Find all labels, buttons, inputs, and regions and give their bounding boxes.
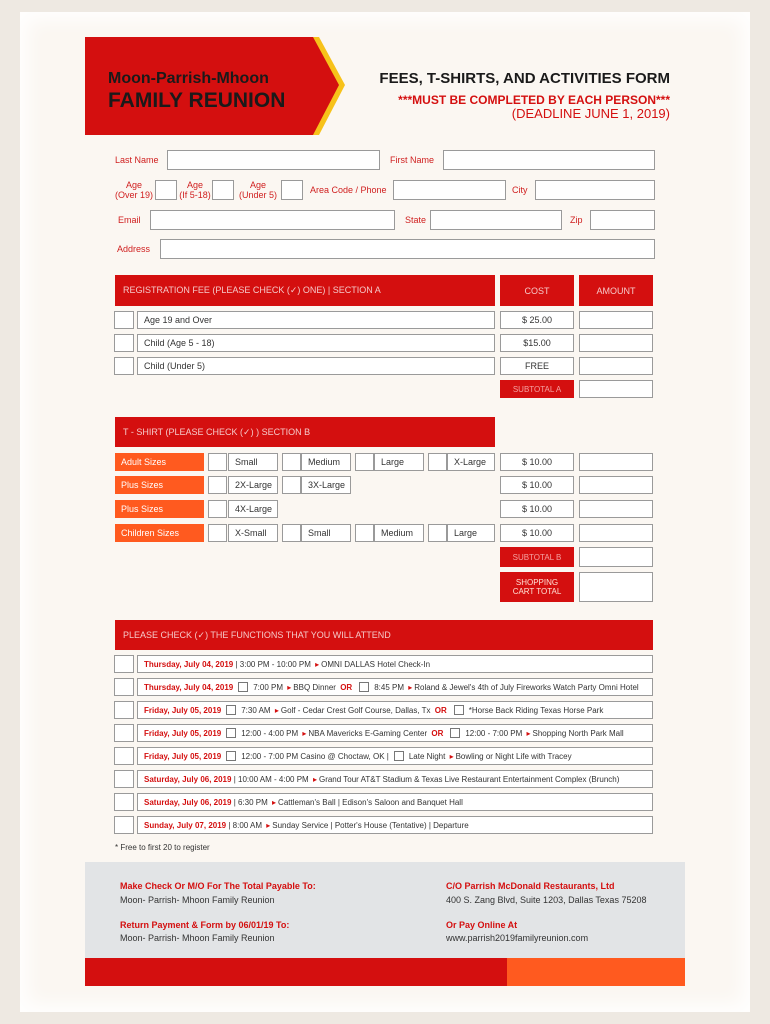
function-checkbox[interactable]: [114, 793, 134, 811]
size-label: 2X-Large: [228, 476, 278, 494]
registration-header: REGISTRATION FEE (PLEASE CHECK (✓) ONE) | SECTION A: [115, 275, 495, 306]
option-checkbox[interactable]: [454, 705, 464, 715]
function-checkbox[interactable]: [114, 724, 134, 742]
option-checkbox[interactable]: [226, 705, 236, 715]
phone-field[interactable]: [393, 180, 506, 200]
age-5-18-label: Age (If 5-18): [179, 180, 211, 200]
footnote: * Free to first 20 to register: [115, 843, 210, 852]
size-label: Small: [301, 524, 351, 542]
payment-box: [85, 862, 685, 958]
tshirt-amount[interactable]: [579, 476, 653, 494]
function-row: Saturday, July 06, 2019 | 10:00 AM - 4:00 PM ▸ Grand Tour AT&T Stadium & Texas Live Restaurant Entertainment Complex (Brunch): [137, 770, 653, 788]
reg-row-amount[interactable]: [579, 357, 653, 375]
return-label: Return Payment & Form by 06/01/19 To:: [120, 920, 290, 930]
tshirt-cost: $ 10.00: [500, 453, 574, 471]
tshirt-cost: $ 10.00: [500, 524, 574, 542]
size-label: Large: [447, 524, 495, 542]
size-checkbox[interactable]: [282, 476, 301, 494]
functions-header: PLEASE CHECK (✓) THE FUNCTIONS THAT YOU WILL ATTEND: [115, 620, 653, 650]
reg-row-cost: $ 25.00: [500, 311, 574, 329]
function-checkbox[interactable]: [114, 747, 134, 765]
reg-checkbox-under5[interactable]: [114, 357, 134, 375]
subtotal-a-field[interactable]: [579, 380, 653, 398]
co-address: 400 S. Zang Blvd, Suite 1203, Dallas Texas 75208: [446, 895, 647, 905]
tshirt-cost: $ 10.00: [500, 476, 574, 494]
email-field[interactable]: [150, 210, 395, 230]
must-complete-line: ***MUST BE COMPLETED BY EACH PERSON***: [398, 93, 670, 107]
tshirt-header: T - SHIRT (PLEASE CHECK (✓) ) SECTION B: [115, 417, 495, 447]
reg-row-label: Child (Under 5): [137, 357, 495, 375]
tshirt-category: Adult Sizes: [115, 453, 204, 471]
last-name-label: Last Name: [115, 155, 159, 165]
online-label: Or Pay Online At: [446, 920, 518, 930]
city-label: City: [512, 185, 528, 195]
reg-checkbox-child[interactable]: [114, 334, 134, 352]
size-label: Medium: [374, 524, 424, 542]
size-label: 3X-Large: [301, 476, 351, 494]
age-over19-label: Age (Over 19): [115, 180, 154, 200]
option-checkbox[interactable]: [226, 728, 236, 738]
tshirt-category: Plus Sizes: [115, 500, 204, 518]
function-row: Sunday, July 07, 2019 | 8:00 AM ▸ Sunday Service | Potter's House (Tentative) | Departure: [137, 816, 653, 834]
state-field[interactable]: [430, 210, 562, 230]
form-title: FEES, T-SHIRTS, AND ACTIVITIES FORM: [379, 70, 670, 87]
option-checkbox[interactable]: [450, 728, 460, 738]
size-checkbox[interactable]: [282, 453, 301, 471]
cart-total-field[interactable]: [579, 572, 653, 602]
size-label: Large: [374, 453, 424, 471]
first-name-field[interactable]: [443, 150, 655, 170]
size-checkbox[interactable]: [208, 524, 227, 542]
function-checkbox[interactable]: [114, 678, 134, 696]
size-checkbox[interactable]: [208, 453, 227, 471]
subtotal-b-field[interactable]: [579, 547, 653, 567]
tshirt-cost: $ 10.00: [500, 500, 574, 518]
reg-row-amount[interactable]: [579, 311, 653, 329]
size-checkbox[interactable]: [355, 524, 374, 542]
subtotal-b-label: SUBTOTAL B: [500, 547, 574, 567]
cart-total-label: SHOPPING CART TOTAL: [500, 572, 574, 602]
tshirt-category: Children Sizes: [115, 524, 204, 542]
age-over19-field[interactable]: [155, 180, 177, 200]
size-label: Medium: [301, 453, 351, 471]
size-label: X-Small: [228, 524, 278, 542]
function-checkbox[interactable]: [114, 770, 134, 788]
age-5-18-field[interactable]: [212, 180, 234, 200]
option-checkbox[interactable]: [226, 751, 236, 761]
co-label: C/O Parrish McDonald Restaurants, Ltd: [446, 881, 615, 891]
last-name-field[interactable]: [167, 150, 380, 170]
header-family-line: FAMILY REUNION: [108, 89, 286, 112]
size-checkbox[interactable]: [208, 476, 227, 494]
check-payable-label: Make Check Or M/O For The Total Payable To:: [120, 881, 316, 891]
city-field[interactable]: [535, 180, 655, 200]
amount-header: AMOUNT: [579, 275, 653, 306]
zip-field[interactable]: [590, 210, 655, 230]
size-checkbox[interactable]: [428, 453, 447, 471]
reg-row-label: Age 19 and Over: [137, 311, 495, 329]
reg-checkbox-adult[interactable]: [114, 311, 134, 329]
tshirt-amount[interactable]: [579, 500, 653, 518]
online-url[interactable]: www.parrish2019familyreunion.com: [446, 933, 589, 943]
function-checkbox[interactable]: [114, 655, 134, 673]
size-checkbox[interactable]: [282, 524, 301, 542]
cost-header: COST: [500, 275, 574, 306]
return-value: Moon- Parrish- Mhoon Family Reunion: [120, 933, 275, 943]
function-checkbox[interactable]: [114, 816, 134, 834]
email-label: Email: [118, 215, 141, 225]
address-field[interactable]: [160, 239, 655, 259]
function-row: Saturday, July 06, 2019 | 6:30 PM ▸ Cattleman's Ball | Edison's Saloon and Banquet Hall: [137, 793, 653, 811]
age-under5-label: Age (Under 5): [238, 180, 277, 200]
function-checkbox[interactable]: [114, 701, 134, 719]
size-checkbox[interactable]: [428, 524, 447, 542]
function-row: Thursday, July 04, 2019 | 3:00 PM - 10:00 PM ▸ OMNI DALLAS Hotel Check-In: [137, 655, 653, 673]
footer-bar-orange: [507, 958, 685, 986]
tshirt-category: Plus Sizes: [115, 476, 204, 494]
option-checkbox[interactable]: [238, 682, 248, 692]
footer-bar-red: [85, 958, 507, 986]
function-row: Thursday, July 04, 2019 7:00 PM ▸ BBQ Dinner OR 8:45 PM ▸ Roland & Jewel's 4th of July Fireworks Watch Party Omni Hotel: [137, 678, 653, 696]
function-row: Friday, July 05, 2019 7:30 AM ▸ Golf - Cedar Crest Golf Course, Dallas, Tx OR *Horse Back Riding Texas Horse Park: [137, 701, 653, 719]
size-checkbox[interactable]: [355, 453, 374, 471]
reg-row-cost: FREE: [500, 357, 574, 375]
size-label: 4X-Large: [228, 500, 278, 518]
first-name-label: First Name: [390, 155, 435, 165]
header-name-line: Moon-Parrish-Mhoon: [108, 70, 269, 87]
phone-label: Area Code / Phone: [310, 185, 387, 195]
function-row: Friday, July 05, 2019 12:00 - 7:00 PM Casino @ Choctaw, OK | Late Night ▸ Bowling or Night Life with Tracey: [137, 747, 653, 765]
state-label: State: [405, 215, 427, 225]
zip-label: Zip: [570, 215, 583, 225]
tshirt-amount[interactable]: [579, 453, 653, 471]
tshirt-amount[interactable]: [579, 524, 653, 542]
address-label: Address: [117, 244, 151, 254]
option-checkbox[interactable]: [359, 682, 369, 692]
size-checkbox[interactable]: [208, 500, 227, 518]
reg-row-amount[interactable]: [579, 334, 653, 352]
reg-row-label: Child (Age 5 - 18): [137, 334, 495, 352]
function-row: Friday, July 05, 2019 12:00 - 4:00 PM ▸ NBA Mavericks E-Gaming Center OR 12:00 - 7:00 PM ▸ Shopping North Park Mall: [137, 724, 653, 742]
age-under5-field[interactable]: [281, 180, 303, 200]
size-label: Small: [228, 453, 278, 471]
check-payable-value: Moon- Parrish- Mhoon Family Reunion: [120, 895, 275, 905]
reg-row-cost: $15.00: [500, 334, 574, 352]
deadline-line: (DEADLINE JUNE 1, 2019): [511, 106, 670, 121]
size-label: X-Large: [447, 453, 495, 471]
subtotal-a-label: SUBTOTAL A: [500, 380, 574, 398]
option-checkbox[interactable]: [394, 751, 404, 761]
